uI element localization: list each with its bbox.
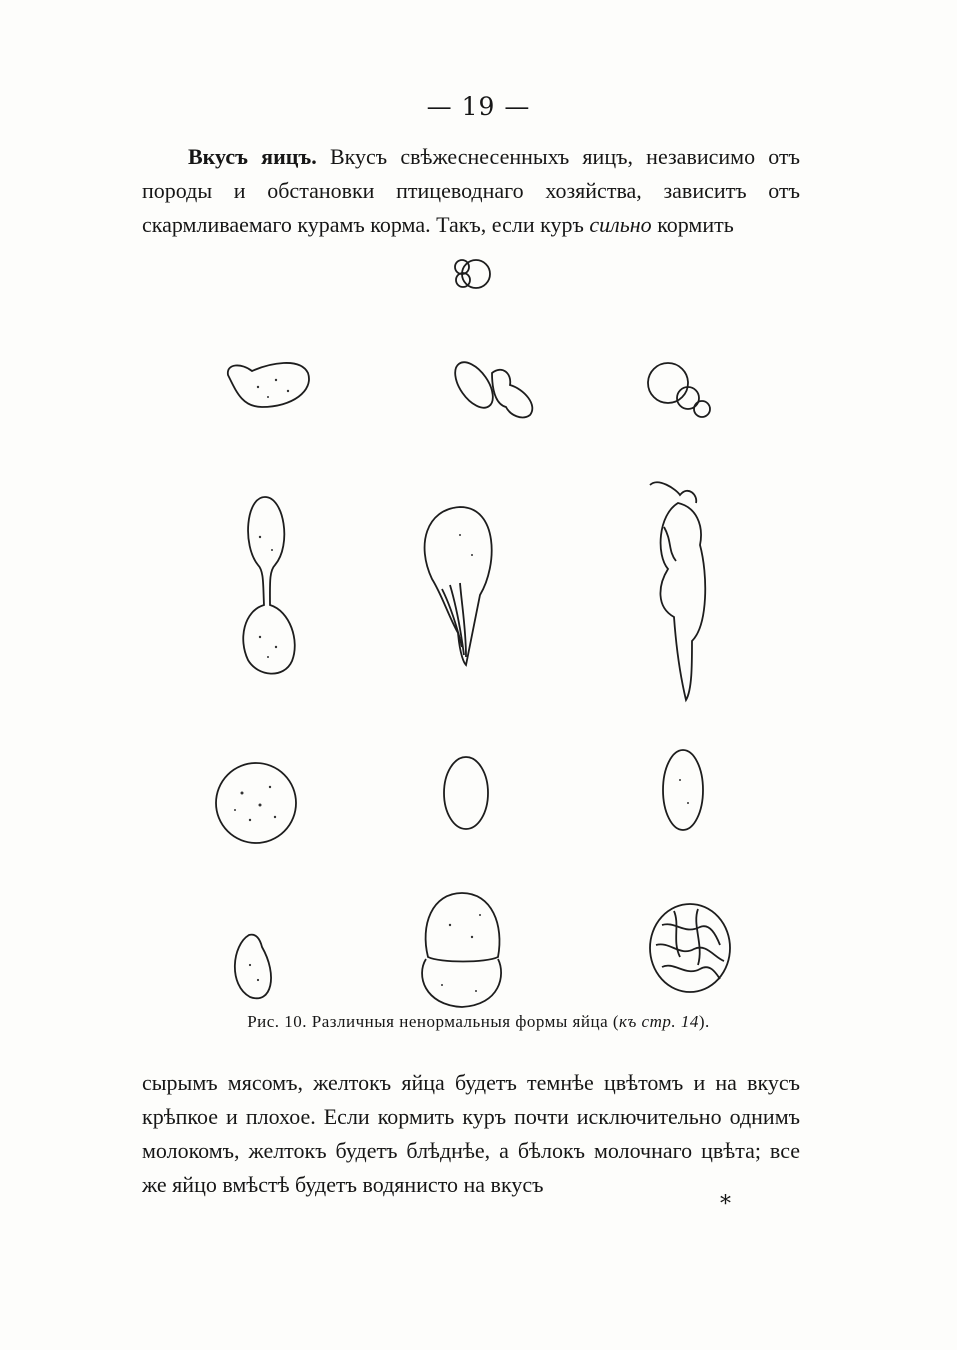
egg-forms-figure xyxy=(180,245,780,1015)
caption-end: ). xyxy=(698,1012,710,1031)
paragraph-top xyxy=(142,140,800,242)
egg-small-oval xyxy=(663,750,703,830)
egg-in-egg xyxy=(422,893,501,1007)
paragraph-bottom xyxy=(142,1066,800,1202)
egg-pointed xyxy=(235,935,271,999)
egg-tailed xyxy=(425,507,492,665)
egg-wrinkled xyxy=(650,904,730,992)
paragraph-bottom-text: сырымъ мясомъ, желтокъ яйца будетъ темнѣе цвѣтомъ и на вкусъ крѣпкое и плохое. Если кормить куръ почти исключительно однимъ молокомъ, желтокъ будетъ блѣднѣе, а бѣлокъ молочнаго цвѣта; все же яйцо вмѣстѣ будетъ водянисто на вкусъ xyxy=(142,1070,800,1197)
egg-round xyxy=(216,763,296,843)
egg-twisted xyxy=(448,356,533,418)
egg-wrinkled-long xyxy=(650,482,705,700)
egg-triple xyxy=(648,363,710,417)
figure-caption xyxy=(0,1012,957,1032)
paragraph-top-tail: кормить xyxy=(657,212,734,237)
caption-main: Рис. 10. Различныя ненормальныя формы яйца ( xyxy=(247,1012,620,1031)
paragraph-top-text: Вкусъ свѣжеснесенныхъ яицъ, независимо отъ породы и обстановки птицеводнаго хозяйства, зависитъ отъ скармливаемаго курамъ корма. Такъ, если куръ xyxy=(142,144,800,237)
egg-forms-drawing xyxy=(180,245,780,1015)
paragraph-top-italic: сильно xyxy=(589,212,652,237)
section-heading: Вкусъ яицъ. xyxy=(188,144,317,169)
page-number: — 19 — xyxy=(426,92,531,121)
egg-double-small xyxy=(455,260,490,288)
caption-reference: къ стр. 14 xyxy=(619,1012,699,1031)
egg-oval xyxy=(444,757,488,829)
egg-hourglass xyxy=(243,497,295,674)
egg-bent xyxy=(228,363,309,407)
signature-mark: * xyxy=(720,1192,731,1217)
